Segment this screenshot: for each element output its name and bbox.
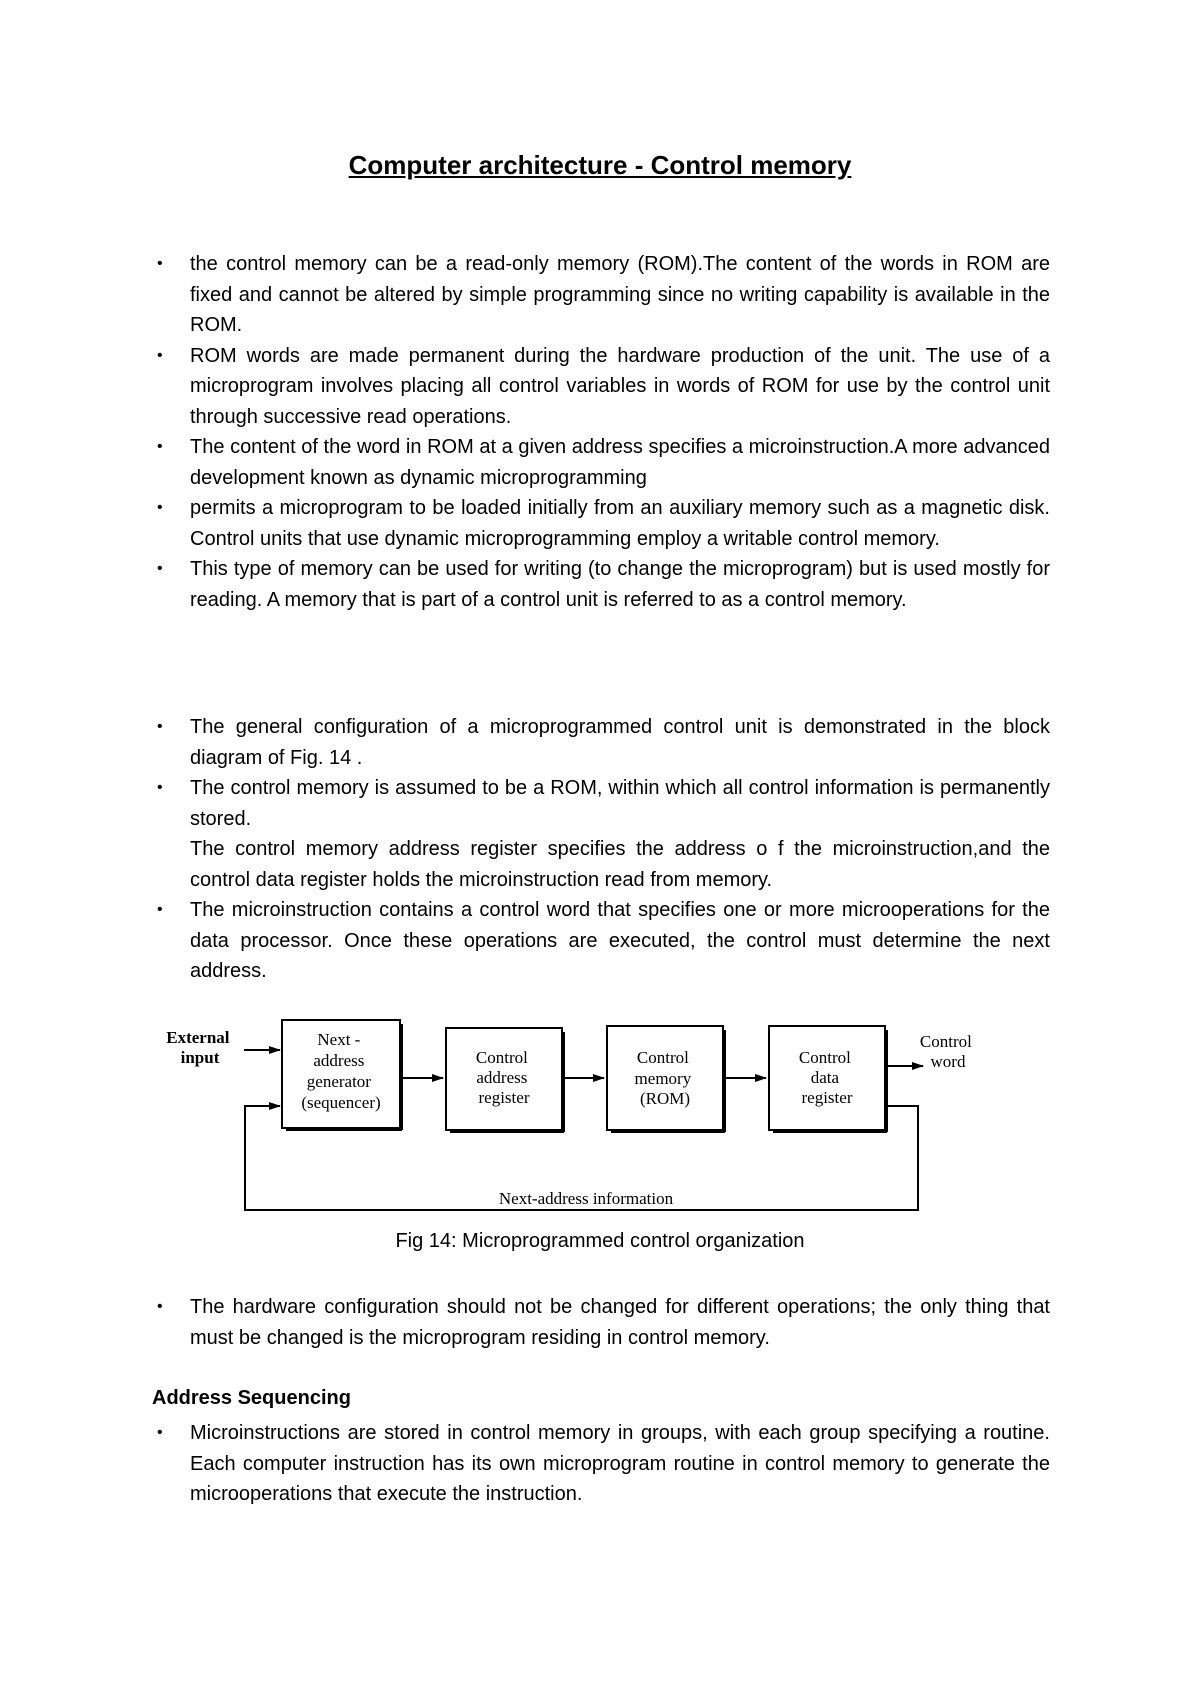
figure-caption: Fig 14: Microprogrammed control organization — [395, 1230, 805, 1252]
config-bullet-list — [190, 712, 1050, 987]
control-data-register-block — [769, 1026, 887, 1132]
control-memory-label: Control memory (ROM) — [634, 1048, 692, 1108]
list-item: • ROM words are made permanent during the hardware production of the unit. The use of a microprogram involves placing all control variables in words of ROM for use by the control unit through successive read operations. — [190, 341, 1050, 433]
list-item: • Microinstructions are stored in control memory in groups, with each group specifying a routine. Each computer instruction has its own microprogram routine in control memory to generate the microoperations that execute the instruction. — [190, 1418, 1050, 1510]
external-input-label: External input — [166, 1028, 230, 1067]
list-item: • the control memory can be a read-only memory (ROM).The content of the words in ROM are fixed and cannot be altered by simple programming since no writing capability is available in the ROM. — [190, 249, 1050, 341]
list-item: • The content of the word in ROM at a given address specifies a microinstruction.A more advanced development known as dynamic microprogramming — [190, 432, 1050, 493]
control-address-register-label: Control address register — [475, 1048, 530, 1107]
list-item: • The control memory is assumed to be a ROM, within which all control information is permanently stored. — [190, 773, 1050, 834]
config-note: The control memory address register specifies the address o f the microinstruction,and the control data register holds the microinstruction read from memory. — [190, 838, 1050, 891]
hardware-bullet-list — [190, 1292, 1050, 1353]
intro-bullet-list — [190, 249, 1050, 615]
list-item: • permits a microprogram to be loaded initially from an auxiliary memory such as a magnetic disk. Control units that use dynamic microprogramming employ a writable control memory. — [190, 493, 1050, 554]
control-data-register-label: Control data register — [798, 1048, 853, 1107]
list-item: • The hardware configuration should not be changed for different operations; the only thing that must be changed is the microprogram residing in control memory. — [190, 1292, 1050, 1353]
control-address-register-block — [446, 1028, 564, 1132]
block-diagram — [166, 1018, 972, 1228]
list-item: • The general configuration of a microprogrammed control unit is demonstrated in the block diagram of Fig. 14 . — [190, 712, 1050, 773]
section-heading: Address Sequencing — [152, 1387, 351, 1409]
next-address-information-label: Next-address information — [498, 1189, 674, 1208]
list-item: • This type of memory can be used for writing (to change the microprogram) but is used mostly for reading. A memory that is part of a control unit is referred to as a control memory. — [190, 554, 1050, 615]
list-item: • The microinstruction contains a control word that specifies one or more microoperations for the data processor. Once these operations are executed, the control must determine the next address. — [190, 895, 1050, 987]
next-address-generator-block — [282, 1020, 402, 1130]
control-word-label: Control word — [919, 1032, 972, 1071]
page-title: Computer architecture - Control memory — [348, 150, 852, 180]
sequencing-bullet-list — [190, 1418, 1050, 1510]
control-memory-rom-block — [607, 1026, 725, 1132]
next-address-generator-label: Next - address generator (sequencer) — [301, 1030, 381, 1112]
